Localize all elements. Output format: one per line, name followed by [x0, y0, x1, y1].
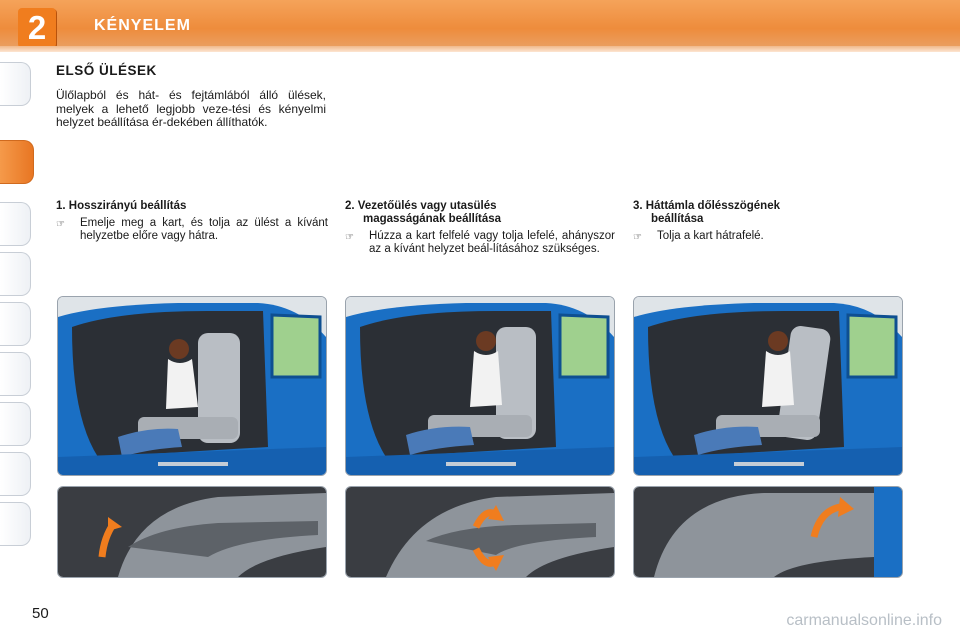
hand-pointer-icon: ☞	[56, 219, 65, 230]
step-2-instruction	[345, 230, 615, 256]
chapter-tab-active[interactable]	[0, 140, 34, 184]
car-seat-illustration-1	[57, 296, 327, 476]
step-2	[345, 200, 615, 256]
car-seat-illustration-3	[633, 296, 903, 476]
step-2-text: Húzza a kart felfelé vagy tolja lefelé, ahányszor az a kívánt helyzet beál-lításához szükséges.	[369, 230, 615, 255]
chapter-tab[interactable]	[0, 352, 31, 396]
step-2-title	[345, 200, 615, 226]
step-3-title-line2: beállítása	[651, 213, 704, 225]
hand-pointer-icon: ☞	[633, 232, 642, 243]
step-3	[633, 200, 903, 244]
step-1-text: Emelje meg a kart, és tolja az ülést a kívánt helyzetbe előre vagy hátra.	[80, 217, 328, 242]
chapter-tab[interactable]	[0, 252, 31, 296]
step-1-title-line1: 1. Hosszirányú beállítás	[56, 200, 187, 212]
step-3-title-line1: 3. Háttámla dőlésszögének	[633, 200, 780, 212]
step-3-text: Tolja a kart hátrafelé.	[657, 230, 764, 242]
chapter-tab[interactable]	[0, 402, 31, 446]
chapter-tab[interactable]	[0, 302, 31, 346]
watermark: carmanualsonline.info	[786, 612, 942, 629]
chapter-title: KÉNYELEM	[94, 17, 191, 34]
seat-lever-detail-2	[345, 486, 615, 578]
hand-pointer-icon: ☞	[345, 232, 354, 243]
chapter-tab-strip	[0, 62, 34, 582]
chapter-tab[interactable]	[0, 202, 31, 246]
page-number: 50	[32, 605, 49, 622]
section-intro: Ülőlapból és hát- és fejtámlából álló ülések, melyek a lehető legjobb veze-tési és kényelmi helyzet beállítása ér-dekében állíthatók.	[56, 88, 326, 129]
step-3-instruction	[633, 230, 903, 244]
chapter-tab[interactable]	[0, 452, 31, 496]
chapter-tab[interactable]	[0, 62, 31, 106]
chapter-header	[0, 0, 960, 52]
step-3-title	[633, 200, 903, 226]
seat-lever-detail-3	[633, 486, 903, 578]
step-2-title-line1: 2. Vezetőülés vagy utasülés	[345, 200, 497, 212]
step-1-title	[56, 200, 328, 213]
car-seat-illustration-2	[345, 296, 615, 476]
section-title: ELSŐ ÜLÉSEK	[56, 63, 157, 78]
chapter-tab[interactable]	[0, 502, 31, 546]
chapter-number-badge: 2	[18, 8, 56, 48]
step-2-title-line2: magasságának beállítása	[363, 213, 502, 225]
step-1	[56, 200, 328, 243]
step-1-instruction	[56, 217, 328, 243]
seat-lever-detail-1	[57, 486, 327, 578]
